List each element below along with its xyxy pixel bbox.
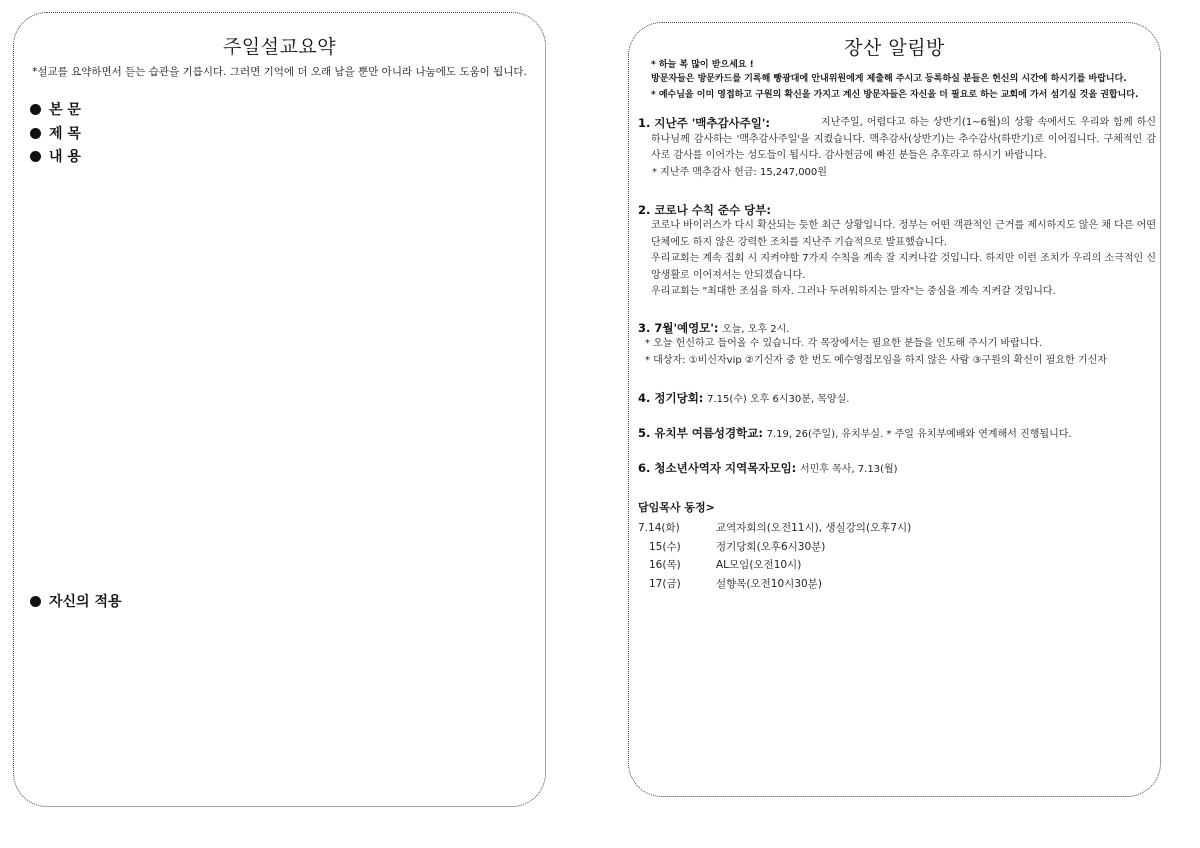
announcements-panel [628,22,1161,797]
announcement-item: 1. 지난주 '맥추감사주일': 지난주일, 어렵다고 하는 상반기(1~6월)의 상황 속에서도 우리와 함께 하신 하나님께 감사하는 '맥추감사주일'을 지켰습니다. 맥추감사(상반기)는 추수감사(하반기)로 이어집니다. 구체적인 감사로 감사를 이어가는 성도들이 됩시다. 감사헌금에 빠진 분들은 추후라고 하시기 바랍니다. * 지난주 맥추감사 헌금: 15,247,000원 [638,116,1156,178]
schedule-heading: 담임목사 동정> [638,501,715,514]
announcement-item: 5. 유치부 여름성경학교: 7.19, 26(주일), 유치부실. * 주일 유치부예배와 연계해서 진행됩니다. [638,426,1072,440]
bullet-title: 제 목 [30,123,81,143]
announcement-item: 2. 코로나 수칙 준수 당부: 코로나 바이러스가 다시 확산되는 듯한 최근 상황입니다. 정부는 어떤 객관적인 근거를 제시하지도 않은 채 다른 어떤 단체에도 하지 않은 강력한 조치를 지난주 기습적으로 발표했습니다. 우리교회는 계속 집회 시 지켜야할 7가지 수칙을 계속 잘 지켜나갈 것입니다. 하지만 이런 조치가 우리의 소극적인 신앙생활로 이어져서는 안되겠습니다. 우리교회는 "최대한 조심을 하자. 그러나 두려워하지는 말자"는 중심을 계속 지켜갈 것입니다. [638,203,1156,297]
bullet-dot-icon [30,596,41,607]
bullet-dot-icon [30,104,41,115]
schedule-row: 17(금) 설향목(오전10시30분) [649,577,822,590]
schedule-row: 16(목) AL모임(오전10시) [649,559,802,571]
pastor-schedule [638,499,911,593]
sermon-summary-title: 주일설교요약 [222,36,337,58]
announcements-title: 장산 알림방 [844,37,945,59]
announcement-item: 6. 청소년사역자 지역목자모임: 서민후 목사, 7.13(월) [638,461,898,475]
bullet-dot-icon [30,128,41,139]
sermon-summary-panel [13,12,546,807]
bullet-dot-icon [30,151,41,162]
schedule-row: 15(수) 정기당회(오후6시30분) [649,540,826,553]
transfer-notice: * 예수님을 이미 영접하고 구원의 확신을 가지고 계신 방문자들은 자신을 더 필요로 하는 교회에 가서 섬기실 것을 권합니다. [651,90,1139,100]
bullet-content: 내 용 [30,146,81,166]
schedule-row: 7.14(화) 교역자회의(오전11시), 생실강의(오후7시) [638,522,912,534]
sermon-summary-note: *설교를 요약하면서 듣는 습관을 기릅시다. 그러면 기억에 더 오래 남을 뿐만 아니라 나눔에도 도움이 됩니다. [32,66,527,78]
announcement-item: 4. 정기당회: 7.15(수) 오후 6시30분, 목양실. [638,391,850,405]
bullet-application: 자신의 적용 [30,591,122,611]
announcement-item: 3. 7월'예영모': 오늘, 오후 2시. * 오늘 헌신하고 들어올 수 있습니다. 각 목장에서는 필요한 분들을 인도해 주시기 바랍니다. * 대상자: ①비신자vip ②기신자 중 한 번도 예수영접모임을 하지 않은 사람 ③구원의 확신이 필요한 기신자 [638,321,1107,366]
bullet-scripture: 본 문 [30,99,81,119]
visitor-notice: * 하늘 복 많이 받으세요 ! 방문자들은 방문카드를 기록해 빵광대에 안내위원에게 제출해 주시고 등록하실 분들은 헌신의 시간에 하시기를 바랍니다. [651,60,1127,84]
